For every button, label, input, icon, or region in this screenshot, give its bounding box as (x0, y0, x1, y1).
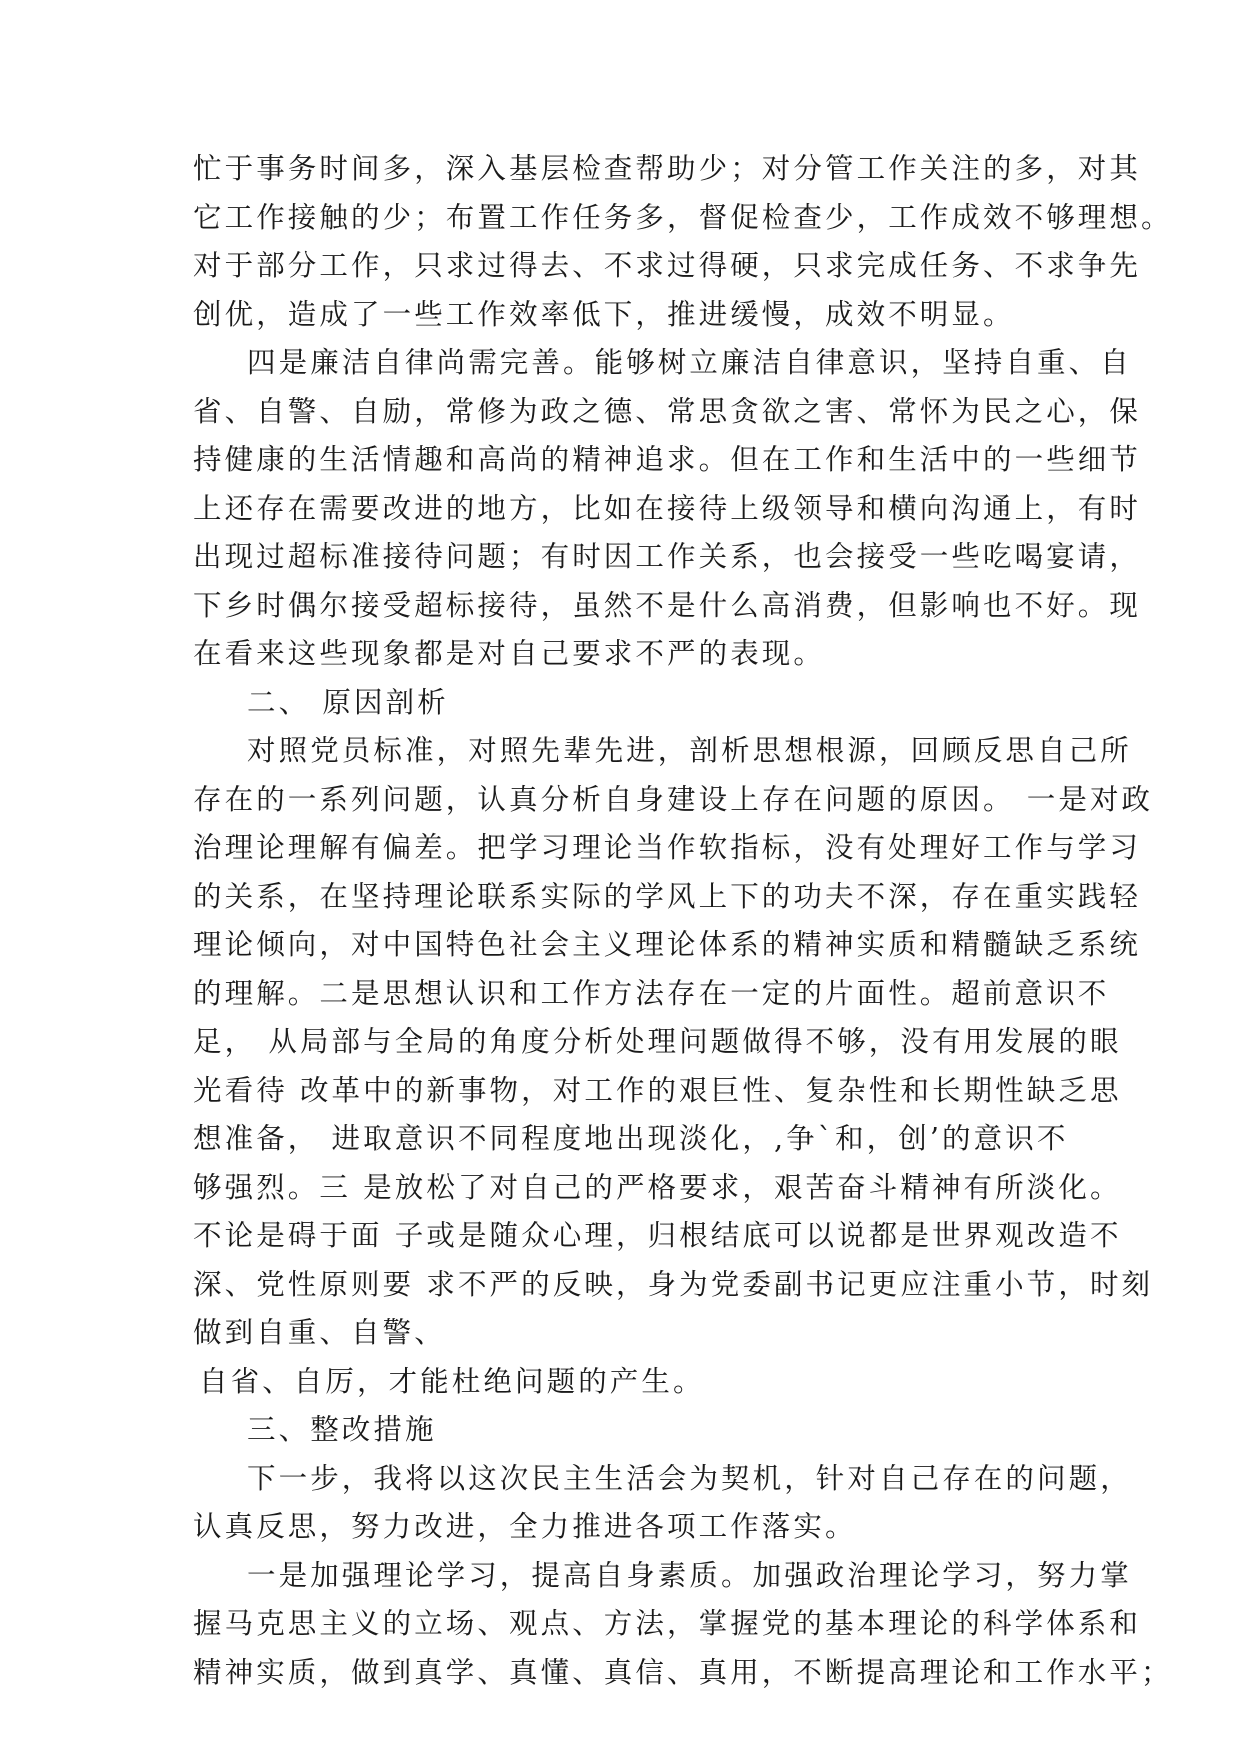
text-line: 的关系，在坚持理论联系实际的学风上下的功夫不深，存在重实践轻 (193, 879, 1142, 913)
text-line: 深、党性原则要 求不严的反映，身为党委副书记更应注重小节，时刻 (193, 1267, 1154, 1301)
text-line: 光看待 改革中的新事物，对工作的艰巨性、复杂性和长期性缺乏思 (193, 1073, 1122, 1107)
text-line: 它工作接触的少；布置工作任务多，督促检查少，工作成效不够理想。 (193, 200, 1173, 234)
text-line: 够强烈。三 是放松了对自己的严格要求，艰苦奋斗精神有所淡化。 (193, 1170, 1122, 1204)
text-line: 精神实质，做到真学、真懂、真信、真用，不断提高理论和工作水平； (193, 1655, 1173, 1689)
text-line: 对照党员标准，对照先辈先进，剖析思想根源，回顾反思自己所 (247, 734, 1132, 767)
text-line: 三、整改措施 (247, 1413, 437, 1446)
text-line: 治理论理解有偏差。把学习理论当作软指标，没有处理好工作与学习 (193, 831, 1142, 864)
text-line: 对于部分工作，只求过得去、不求过得硬，只求完成任务、不求争先 (193, 249, 1142, 282)
text-line: 想准备， 进取意识不同程度地出现淡化，,争`和，创’的意识不 (193, 1122, 1069, 1155)
document-body (193, 145, 1173, 1697)
text-line: 持健康的生活情趣和高尚的精神追求。但在工作和生活中的一些细节 (193, 443, 1142, 476)
text-line: 在看来这些现象都是对自己要求不严的表现。 (193, 637, 826, 670)
text-line: 省、自警、自励，常修为政之德、常思贪欲之害、常怀为民之心，保 (193, 394, 1142, 428)
text-line: 的理解。二是思想认识和工作方法存在一定的片面性。超前意识不 (193, 976, 1110, 1010)
text-line: 下一步，我将以这次民主生活会为契机，针对自己存在的问题， (247, 1461, 1132, 1495)
text-line: 存在的一系列问题，认真分析自身建设上存在问题的原因。 一是对政 (193, 782, 1154, 816)
text-line: 一是加强理论学习，提高自身素质。加强政治理论学习，努力掌 (247, 1558, 1132, 1592)
text-line: 认真反思，努力改进，全力推进各项工作落实。 (193, 1510, 857, 1543)
text-line: 足， 从局部与全局的角度分析处理问题做得不够，没有用发展的眼 (193, 1025, 1122, 1058)
text-line: 出现过超标准接待问题；有时因工作关系，也会接受一些吃喝宴请， (193, 540, 1142, 573)
text-line: 创优，造成了一些工作效率低下，推进缓慢，成效不明显。 (193, 297, 1015, 331)
text-line: 上还存在需要改进的地方，比如在接待上级领导和横向沟通上，有时 (193, 491, 1142, 525)
text-line: 做到自重、自警、 (193, 1316, 446, 1349)
text-line: 理论倾向，对中国特色社会主义理论体系的精神实质和精髓缺乏系统 (193, 928, 1142, 961)
text-line: 下乡时偶尔接受超标接待，虽然不是什么高消费，但影响也不好。现 (193, 588, 1142, 622)
text-line: 握马克思主义的立场、观点、方法，掌握党的基本理论的科学体系和 (193, 1607, 1142, 1640)
text-line: 不论是碍于面 子或是随众心理，归根结底可以说都是世界观改造不 (193, 1219, 1122, 1252)
text-line: 四是廉洁自律尚需完善。能够树立廉洁自律意识，坚持自重、自 (247, 346, 1132, 379)
text-line: 忙于事务时间多，深入基层检查帮助少；对分管工作关注的多，对其 (193, 152, 1142, 185)
text-line: 自省、自厉，才能杜绝问题的产生。 (199, 1364, 705, 1398)
text-line: 二、 原因剖析 (247, 685, 449, 719)
